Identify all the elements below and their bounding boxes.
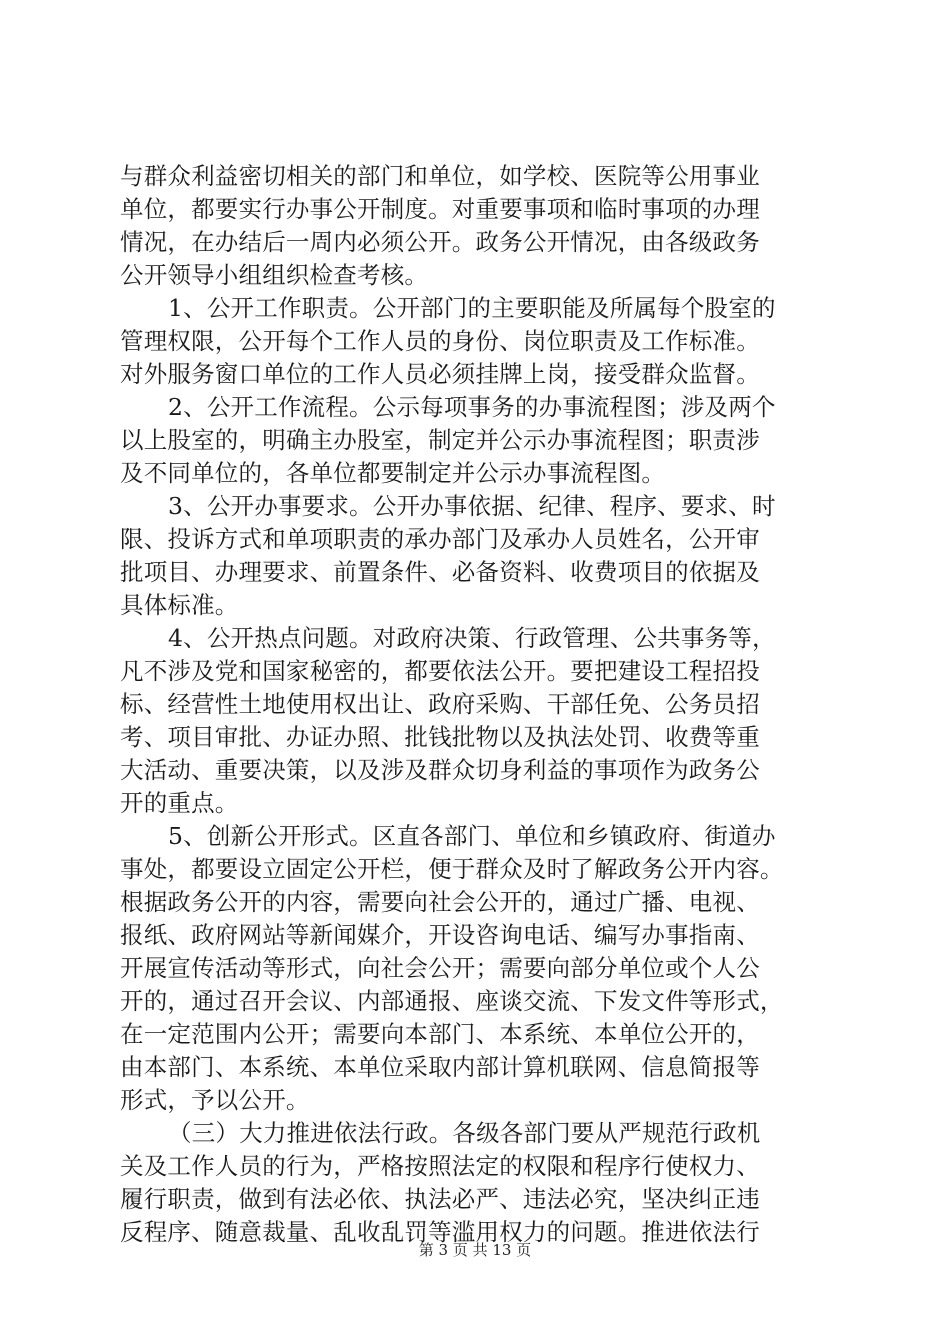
text-line: 具体标准。 <box>120 591 239 619</box>
text-line: 以上股室的，明确主办股室，制定并公示办事流程图；职责涉 <box>120 426 760 454</box>
text-line: 关及工作人员的行为，严格按照法定的权限和程序行使权力、 <box>120 1152 760 1180</box>
text-line: 标、经营性土地使用权出让、政府采购、干部任免、公务员招 <box>120 690 760 718</box>
text-line: 管理权限，公开每个工作人员的身份、岗位职责及工作标准。 <box>120 327 760 355</box>
text-line: 在一定范围内公开；需要向本部门、本系统、本单位公开的， <box>120 1020 760 1048</box>
text-line: 根据政务公开的内容，需要向社会公开的，通过广播、电视、 <box>120 888 760 916</box>
page-footer: 第 3 页 共 13 页 <box>418 1241 532 1259</box>
text-line: 履行职责，做到有法必依、执法必严、违法必究，坚决纠正违 <box>120 1185 760 1213</box>
text-line: 情况，在办结后一周内必须公开。政务公开情况，由各级政务 <box>120 228 760 256</box>
text-line: 开的重点。 <box>120 789 239 817</box>
text-line: 由本部门、本系统、本单位采取内部计算机联网、信息简报等 <box>120 1053 760 1081</box>
text-line: 事处，都要设立固定公开栏，便于群众及时了解政务公开内容。 <box>120 855 784 883</box>
text-line: 3、公开办事要求。公开办事依据、纪律、程序、要求、时 <box>168 492 776 520</box>
text-line: 考、项目审批、办证办照、批钱批物以及执法处罚、收费等重 <box>120 723 760 751</box>
text-line: 反程序、随意裁量、乱收乱罚等滥用权力的问题。推进依法行 <box>120 1218 760 1246</box>
text-line: 大活动、重要决策，以及涉及群众切身利益的事项作为政务公 <box>120 756 760 784</box>
text-line: （三）大力推进依法行政。各级各部门要从严规范行政机 <box>168 1119 761 1147</box>
text-line: 单位，都要实行办事公开制度。对重要事项和临时事项的办理 <box>120 195 760 223</box>
text-line: 凡不涉及党和国家秘密的，都要依法公开。要把建设工程招投 <box>120 657 760 685</box>
text-line: 及不同单位的，各单位都要制定并公示办事流程图。 <box>120 459 666 487</box>
text-line: 开的，通过召开会议、内部通报、座谈交流、下发文件等形式， <box>120 987 784 1015</box>
text-line: 对外服务窗口单位的工作人员必须挂牌上岗，接受群众监督。 <box>120 360 760 388</box>
text-line: 形式，予以公开。 <box>120 1086 310 1114</box>
text-line: 公开领导小组组织检查考核。 <box>120 261 429 289</box>
text-line: 5、创新公开形式。区直各部门、单位和乡镇政府、街道办 <box>168 822 776 850</box>
text-line: 1、公开工作职责。公开部门的主要职能及所属每个股室的 <box>168 294 776 322</box>
text-line: 与群众利益密切相关的部门和单位，如学校、医院等公用事业 <box>120 162 760 190</box>
text-line: 开展宣传活动等形式，向社会公开；需要向部分单位或个人公 <box>120 954 760 982</box>
document-body <box>120 160 836 1249</box>
text-line: 2、公开工作流程。公示每项事务的办事流程图；涉及两个 <box>168 393 776 421</box>
text-line: 4、公开热点问题。对政府决策、行政管理、公共事务等， <box>168 624 776 652</box>
text-line: 批项目、办理要求、前置条件、必备资料、收费项目的依据及 <box>120 558 760 586</box>
text-line: 报纸、政府网站等新闻媒介，开设咨询电话、编写办事指南、 <box>120 921 760 949</box>
text-line: 限、投诉方式和单项职责的承办部门及承办人员姓名，公开审 <box>120 525 760 553</box>
